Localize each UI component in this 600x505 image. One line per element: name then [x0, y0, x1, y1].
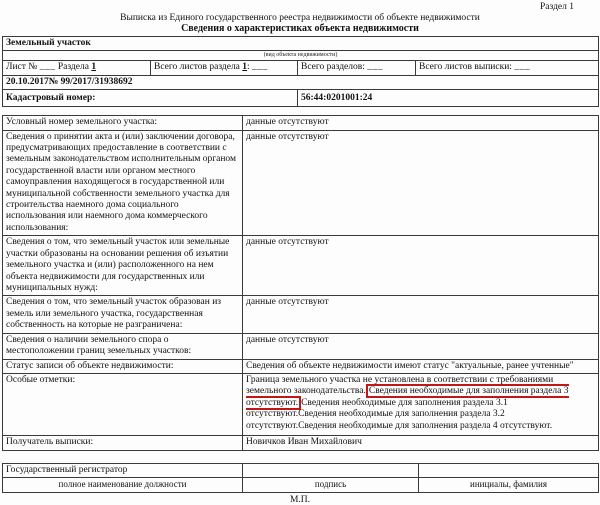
date-number-row	[3, 75, 599, 89]
table-row	[3, 130, 599, 236]
table-row	[3, 116, 599, 130]
document-subtitle: Сведения о характеристиках объекта недвижимости	[181, 23, 419, 34]
special-notes-row	[3, 373, 599, 435]
registrar-signature-blank-cell	[243, 463, 419, 477]
of-section-number: 1	[91, 62, 97, 73]
sheet-label: Лист №	[6, 62, 38, 73]
table-row	[3, 296, 599, 333]
row-value: данные отсутствуют	[243, 333, 599, 359]
total-sections-cell	[298, 61, 416, 75]
of-section-label: Раздела	[57, 62, 89, 73]
total-sheets-number: 1	[242, 62, 248, 73]
registrar-initials-caption: инициалы, фамилия	[419, 478, 599, 492]
table-row	[3, 333, 599, 359]
total-sections-label: Всего разделов:	[301, 62, 365, 73]
total-extract-label: Всего листов выписки:	[419, 62, 512, 73]
row-value: данные отсутствуют	[243, 130, 599, 236]
cadastral-label: Кадастровый номер:	[3, 90, 298, 107]
recipient-label: Получатель выписки:	[3, 435, 243, 450]
registrar-signature-caption: подпись	[243, 478, 419, 492]
sheet-blank: ___	[39, 62, 56, 73]
registrar-title-row	[3, 463, 599, 477]
object-type-row	[3, 37, 599, 51]
recipient-value: Новичков Иван Михайлович	[243, 435, 599, 450]
registrar-position-caption: полное наименование должности	[3, 478, 243, 492]
total-extract-blank: ___	[514, 62, 531, 73]
total-sheets-blank: ___	[252, 62, 268, 73]
registrar-table	[2, 463, 599, 493]
special-notes-value	[243, 373, 599, 435]
row-value: данные отсутствуют	[243, 296, 599, 333]
object-type-caption-row	[3, 51, 599, 61]
special-notes-label: Особые отметки:	[3, 373, 243, 435]
registrar-title: Государственный регистратор	[3, 463, 243, 477]
details-table	[2, 115, 599, 451]
total-sections-blank: ___	[367, 62, 384, 73]
special-notes-text-before: Граница земельного участка не установлена в соответствии с требованиями земельного законодательства.	[246, 374, 554, 397]
special-notes-text-after: Сведения необходимые для заполнения раздела 3.1 отсутствуют.Сведения необходимые для заполнения раздела 3.2 отсутствуют.Сведения необходимые для заполнения раздела 4 отсутствуют.	[246, 397, 553, 431]
row-label: Условный номер земельного участка:	[3, 116, 243, 130]
row-value: данные отсутствуют	[243, 236, 599, 296]
document-title: Выписка из Единого государственного реестра недвижимости об объекте недвижимости	[120, 13, 480, 23]
sheet-counters-row	[3, 61, 599, 75]
section-label: Раздел 1	[540, 2, 574, 12]
sheet-number-cell	[3, 61, 151, 75]
stamp-placeholder: М.П.	[289, 494, 311, 505]
special-notes-highlighted-text: Сведения необходимые для заполнения раздела 3 отсутствуют.	[246, 386, 569, 408]
row-label: Сведения о принятии акта и (или) заключении договора, предусматривающих предоставление в соответствии с земельным законодательством исполнительным органом государственной власти или органом местного самоуправления находящегося в государственной или муниципальной собственности земельного участка для строительства наемного дома социального использования или наемного дома коммерческого использования:	[3, 130, 243, 236]
row-value: Сведения об объекте недвижимости имеют статус "актуальные, ранее учтенные"	[243, 359, 599, 373]
recipient-row	[3, 435, 599, 450]
registrar-name-blank-cell	[419, 463, 599, 477]
object-type-caption: (вид объекта недвижимости)	[3, 51, 599, 61]
total-extract-cell	[416, 61, 599, 75]
cadastral-row	[3, 90, 599, 107]
object-type: Земельный участок	[3, 37, 599, 51]
total-sheets-cell	[151, 61, 298, 75]
total-sheets-label: Всего листов раздела	[154, 62, 240, 73]
row-label: Сведения о наличии земельного спора о местоположении границ земельных участков:	[3, 333, 243, 359]
cadastral-value: 56:44:0201001:24	[298, 90, 599, 107]
header-table	[2, 36, 599, 107]
table-row	[3, 236, 599, 296]
row-label: Сведения о том, что земельный участок образован из земель или земельного участка, государственная собственность на которые не разграничена:	[3, 296, 243, 333]
row-label: Статус записи об объекте недвижимости:	[3, 359, 243, 373]
row-value: данные отсутствуют	[243, 116, 599, 130]
total-sheets-suffix: :	[247, 62, 250, 73]
date-number: 20.10.2017№ 99/2017/31938692	[3, 75, 599, 89]
table-row	[3, 359, 599, 373]
row-label: Сведения о том, что земельный участок или земельные участки образованы на основании решения об изъятии земельного участка и (или) расположенного на нем объекта недвижимости для государственных или муниципальных нужд:	[3, 236, 243, 296]
registrar-captions-row	[3, 478, 599, 492]
